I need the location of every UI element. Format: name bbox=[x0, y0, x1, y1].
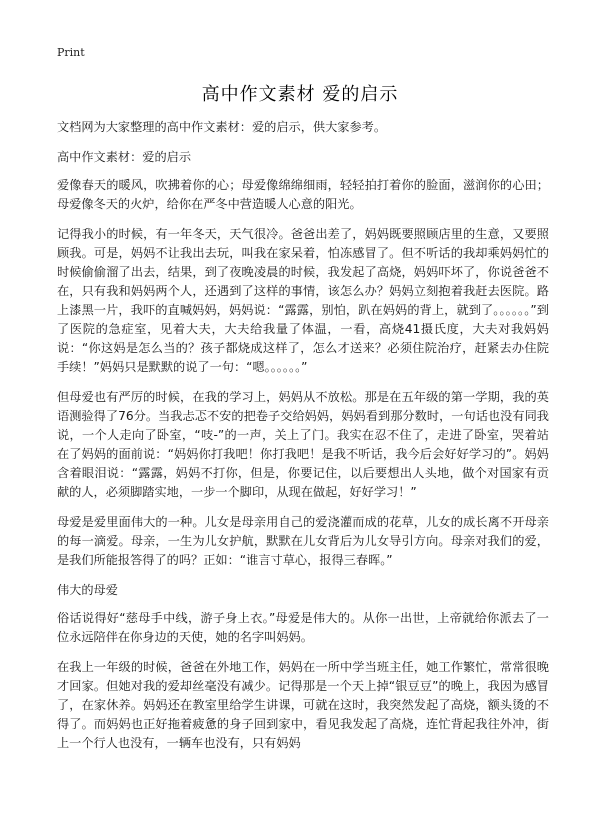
print-label: Print bbox=[57, 46, 85, 59]
section-heading: 伟大的母爱 bbox=[57, 583, 118, 597]
paragraph: 母爱是爱里面伟大的一种。儿女是母亲用自己的爱浇灌而成的花草，儿女的成长离不开母亲的每一滴爱。母亲，一生为儿女护航，默默在儿女背后为儿女导引方向。母亲对我们的爱，是我们所能报答得了的吗？正如：“谁言寸草心，报得三春晖。” bbox=[57, 515, 549, 567]
paragraph: 但母爱也有严厉的时候，在我的学习上，妈妈从不放松。那是在五年级的第一学期，我的英语测验得了76分。当我忐忑不安的把卷子交给妈妈，妈妈看到那分数时，一句话也没有同我说，一个人走向了卧室，“吱-”的一声，关上了门。我实在忍不住了，走进了卧室，哭着站在了妈妈的面前说：“妈妈你打我吧！你打我吧！是我不听话，我今后会好好学习的”。妈妈含着眼泪说：“露露，妈妈不打你，但是，你要记住，以后要想出人头地，做个对国家有贡献的人，必须脚踏实地，一步一个脚印，从现在做起，好好学习！” bbox=[57, 390, 549, 499]
paragraph: 在我上一年级的时候，爸爸在外地工作，妈妈在一所中学当班主任，她工作繁忙，常常很晚才回家。但她对我的爱却丝毫没有减少。记得那是一个天上掉“银豆豆”的晚上，我因为感冒了，在家休养。妈妈还在教室里给学生讲课，可就在这时，我突然发起了高烧，额头烫的不得了。而妈妈也正好拖着疲惫的身子回到家中，看见我发起了高烧，连忙背起我往外冲，街上一个行人也没有，一辆车也没有，只有妈妈 bbox=[57, 660, 549, 750]
section-heading: 高中作文素材：爱的启示 bbox=[57, 150, 192, 164]
page-title: 高中作文素材 爱的启示 bbox=[201, 84, 399, 105]
paragraph: 记得我小的时候，有一年冬天，天气很冷。爸爸出差了，妈妈既要照顾店里的生意，又要照顾我。可是，妈妈不让我出去玩，叫我在家呆着，怕冻感冒了。但不听话的我却乘妈妈忙的时候偷偷溜了出去，结果，到了夜晚凌晨的时候，我发起了高烧，妈妈吓坏了，你说爸爸不在，只有我和妈妈两个人，还遇到了这样的事情，该怎么办？妈妈立刻抱着我赶去医院。路上漆黑一片，我吓的直喊妈妈，妈妈说：“露露，别怕，趴在妈妈的背上，就到了。。。。。。”到了医院的急症室，见着大夫，大夫给我量了体温，一看，高烧41摄氏度，大夫对我妈妈说：“你这妈是怎么当的？孩子都烧成这样了，怎么才送来？必须住院治疗，赶紧去办住院手续！”妈妈只是默默的说了一句：“嗯。。。。。。” bbox=[57, 227, 549, 374]
article-body bbox=[57, 118, 549, 764]
paragraph: 俗话说得好“慈母手中线，游子身上衣。”母爱是伟大的。从你一出世，上帝就给你派去了一位永远陪伴在你身边的天使，她的名字叫妈妈。 bbox=[57, 611, 549, 644]
intro-text: 文档网为大家整理的高中作文素材：爱的启示，供大家参考。 bbox=[57, 120, 387, 134]
paragraph: 爱像春天的暖风，吹拂着你的心；母爱像绵绵细雨，轻轻拍打着你的脸面，滋润你的心田；母爱像冬天的火炉，给你在严冬中营造暖人心意的阳光。 bbox=[57, 178, 549, 211]
